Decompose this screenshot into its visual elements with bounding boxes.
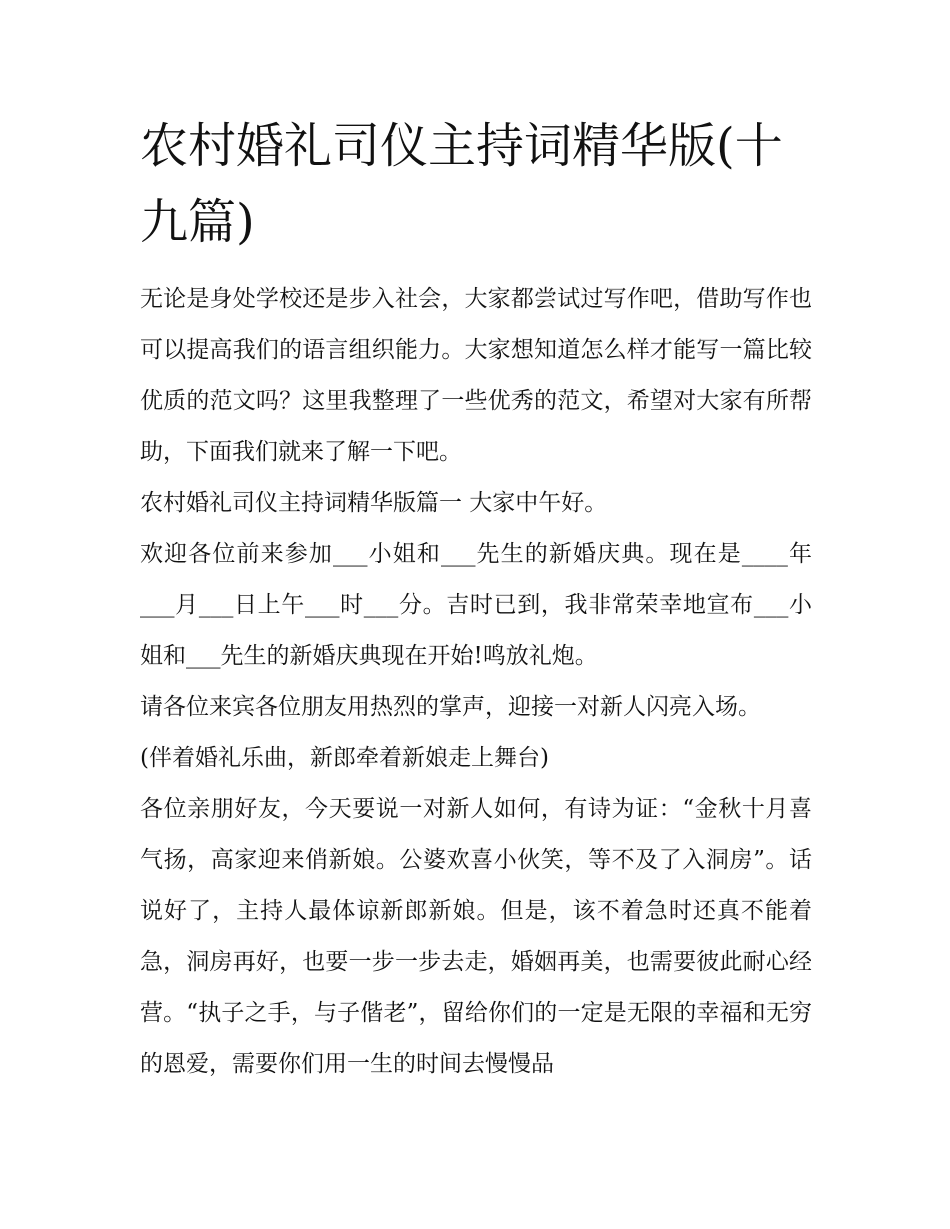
paragraph-stage-direction: (伴着婚礼乐曲，新郎牵着新娘走上舞台)	[140, 745, 549, 771]
paragraph-welcome: 欢迎各位前来参加___小姐和___先生的新婚庆典。现在是____年___月___日上午___时___分。吉时已到，我非常荣幸地宣布___小姐和___先生的新婚庆典现在开始!鸣放礼炮。	[140, 541, 812, 669]
paragraph-intro: 无论是身处学校还是步入社会，大家都尝试过写作吧，借助写作也可以提高我们的语言组织能力。大家想知道怎么样才能写一篇比较优质的范文吗？这里我整理了一些优秀的范文，希望对大家有所帮助，下面我们就来了解一下吧。	[140, 286, 812, 465]
paragraph-applause: 请各位来宾各位朋友用热烈的掌声，迎接一对新人闪亮入场。	[140, 694, 761, 720]
document-title: 农村婚礼司仪主持词精华版(十九篇)	[140, 118, 783, 250]
paragraph-section-heading: 农村婚礼司仪主持词精华版篇一 大家中午好。	[140, 490, 608, 516]
paragraph-poem: 各位亲朋好友，今天要说一对新人如何，有诗为证：“金秋十月喜气扬，高家迎来俏新娘。公婆欢喜小伙笑，等不及了入洞房”。话说好了，主持人最体谅新郎新娘。但是，该不着急时还真不能着急，洞房再好，也要一步一步去走，婚姻再美，也需要彼此耐心经营。“执子之手，与子偕老”，留给你们的一定是无限的幸福和无穷的恩爱，需要你们用一生的时间去慢慢品	[140, 796, 812, 1077]
document-page	[140, 108, 812, 1090]
